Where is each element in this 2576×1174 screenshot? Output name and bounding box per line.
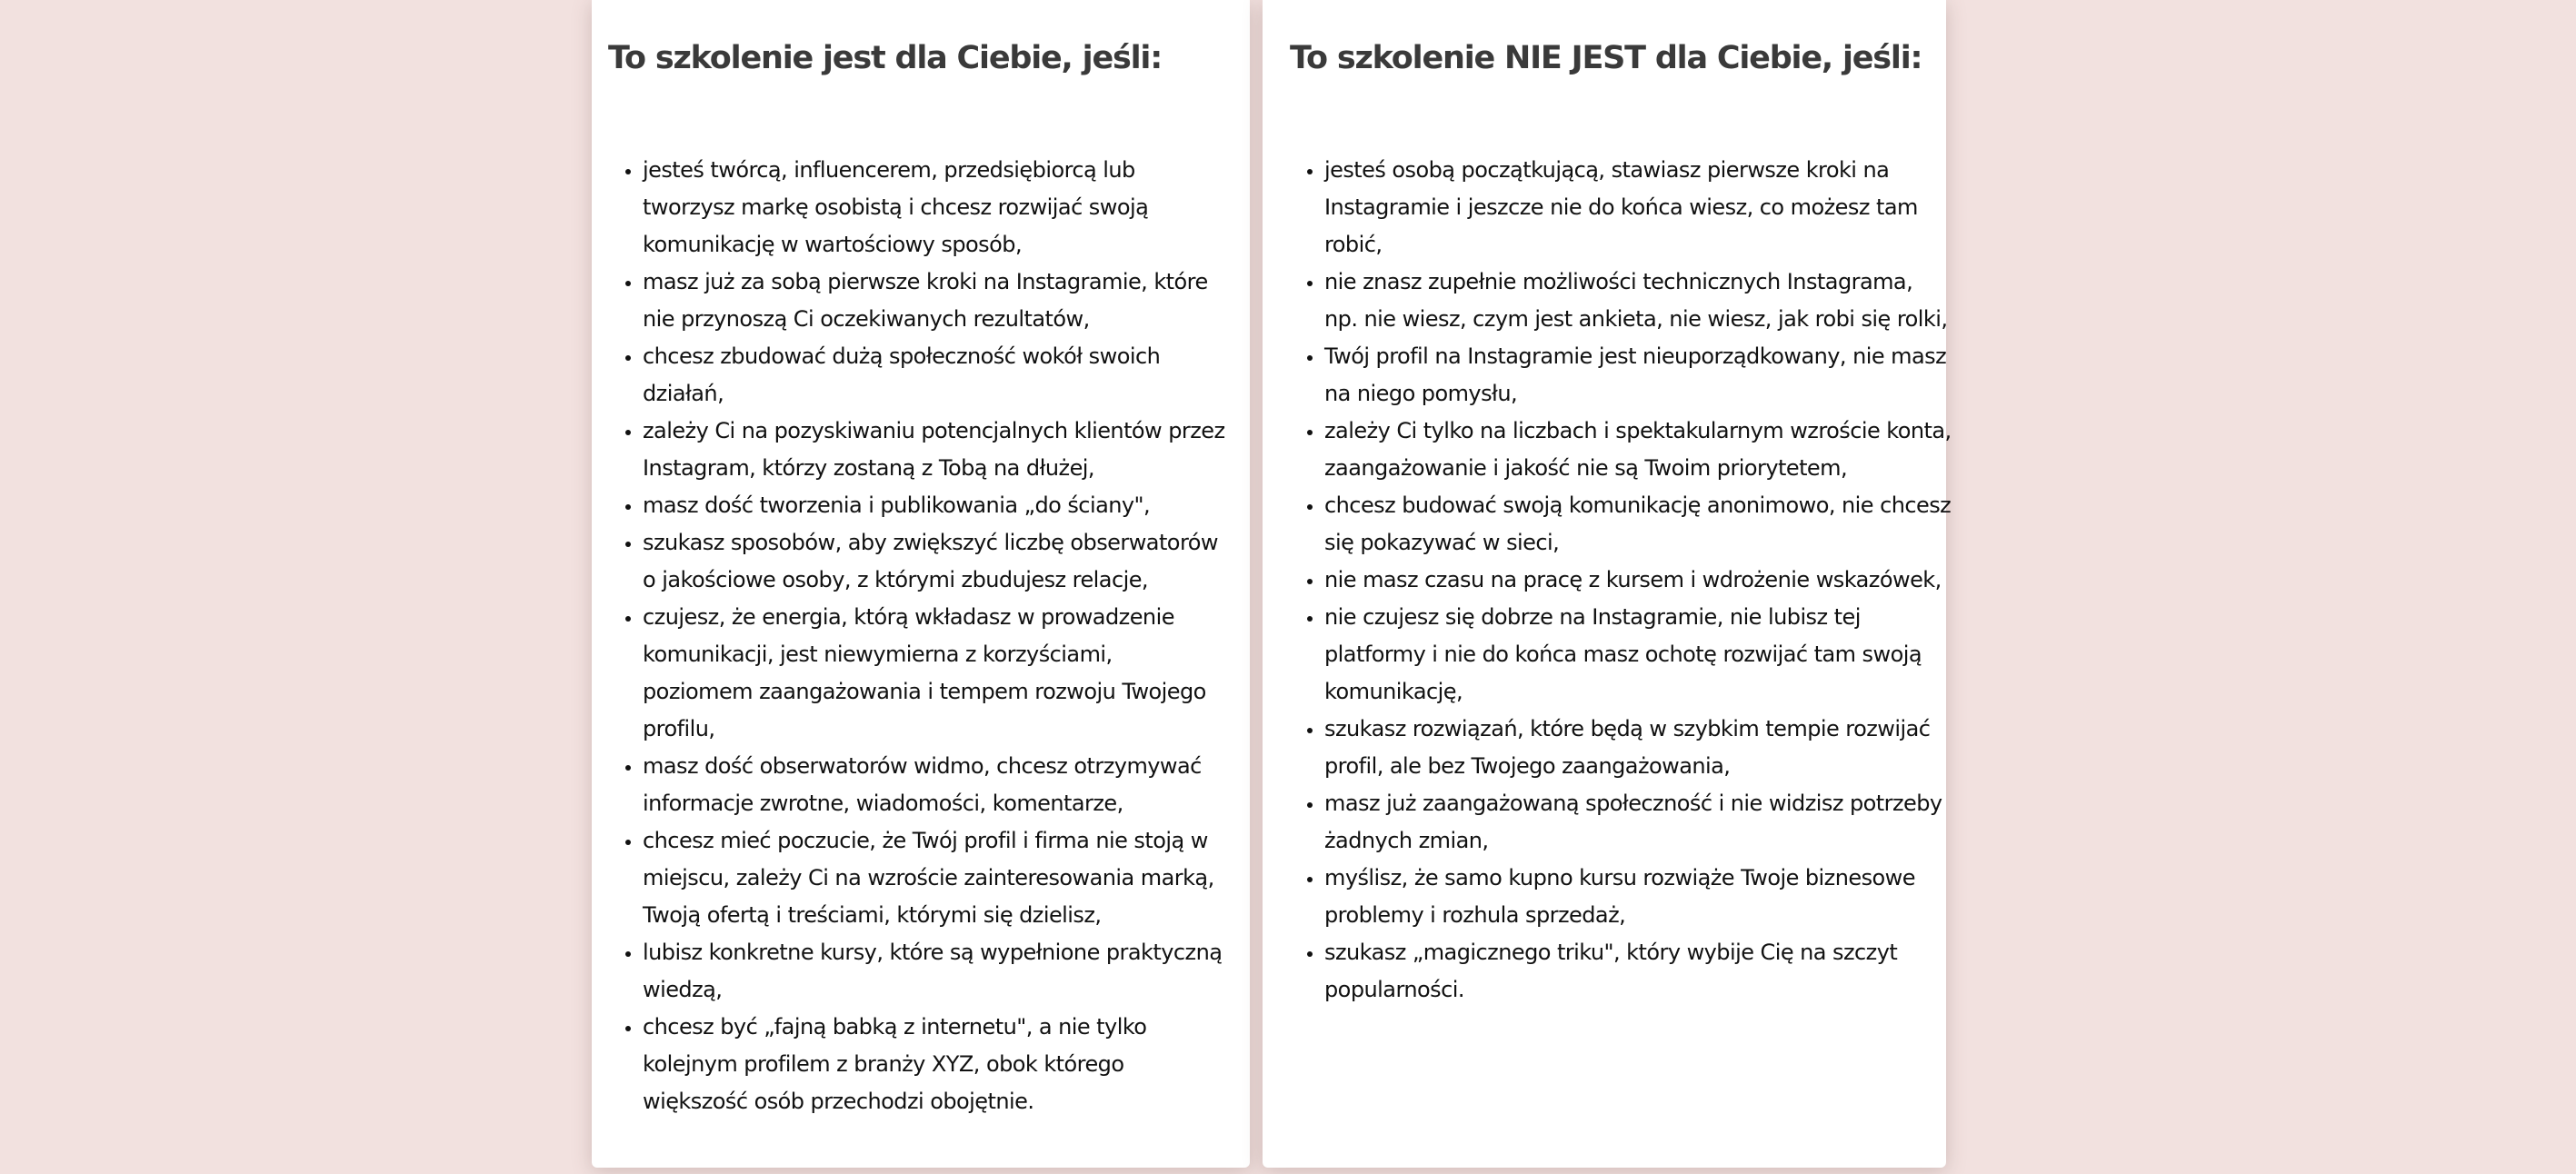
not-for-you-title: To szkolenie NIE JEST dla Ciebie, jeśli: [1290,40,1922,76]
list-item: • masz już zaangażowaną społeczność i nie widzisz potrzeby żadnych zmian, [1324,785,1952,860]
not-for-you-card [1263,0,1952,1168]
list-item: • szukasz sposobów, aby zwiększyć liczbę obserwatorów o jakościowe osoby, z którymi zbudujesz relacje, [643,524,1226,599]
list-item: • nie znasz zupełnie możliwości technicznych Instagrama, np. nie wiesz, czym jest ankieta, nie wiesz, jak robi się rolki, [1324,264,1952,338]
list-item: • lubisz konkretne kursy, które są wypełnione praktyczną wiedzą, [643,934,1226,1009]
list-item: • chcesz być „fajną babką z internetu", a nie tylko kolejnym profilem z branży XYZ, obok którego większość osób przechodzi obojętnie. [643,1009,1226,1120]
list-item: • szukasz rozwiązań, które będą w szybkim tempie rozwijać profil, ale bez Twojego zaangażowania, [1324,711,1952,785]
list-item: • masz dość obserwatorów widmo, chcesz otrzymywać informacje zwrotne, wiadomości, komentarze, [643,748,1226,822]
for-you-list [608,152,1226,1120]
list-item: • chcesz mieć poczucie, że Twój profil i firma nie stoją w miejscu, zależy Ci na wzroście zainteresowania marką, Twoją ofertą i treściami, którymi się dzielisz, [643,822,1226,934]
list-item: • chcesz zbudować dużą społeczność wokół swoich działań, [643,338,1226,413]
list-item: • czujesz, że energia, którą wkładasz w prowadzenie komunikacji, jest niewymierna z korzyściami, poziomem zaangażowania i tempem rozwoju Twojego profilu, [643,599,1226,748]
list-item: • masz już za sobą pierwsze kroki na Instagramie, które nie przynoszą Ci oczekiwanych rezultatów, [643,264,1226,338]
not-for-you-list [1290,152,1952,1009]
list-item: • nie masz czasu na pracę z kursem i wdrożenie wskazówek, [1324,562,1952,599]
list-item: • szukasz „magicznego triku", który wybije Cię na szczyt popularności. [1324,934,1952,1009]
list-item: • jesteś osobą początkującą, stawiasz pierwsze kroki na Instagramie i jeszcze nie do końca wiesz, co możesz tam robić, [1324,152,1952,264]
list-item: • zależy Ci tylko na liczbach i spektakularnym wzroście konta, zaangażowanie i jakość nie są Twoim priorytetem, [1324,413,1952,487]
list-item: • myślisz, że samo kupno kursu rozwiąże Twoje biznesowe problemy i rozhula sprzedaż, [1324,860,1952,934]
list-item: • jesteś twórcą, influencerem, przedsiębiorcą lub tworzysz markę osobistą i chcesz rozwijać swoją komunikację w wartościowy sposób, [643,152,1226,264]
list-item: • nie czujesz się dobrze na Instagramie, nie lubisz tej platformy i nie do końca masz ochotę rozwijać tam swoją komunikację, [1324,599,1952,711]
for-you-title: To szkolenie jest dla Ciebie, jeśli: [608,40,1162,76]
list-item: • chcesz budować swoją komunikację anonimowo, nie chcesz się pokazywać w sieci, [1324,487,1952,562]
list-item: • masz dość tworzenia i publikowania „do ściany", [643,487,1226,524]
list-item: • zależy Ci na pozyskiwaniu potencjalnych klientów przez Instagram, którzy zostaną z Tobą na dłużej, [643,413,1226,487]
for-you-card [592,0,1250,1168]
list-item: • Twój profil na Instagramie jest nieuporządkowany, nie masz na niego pomysłu, [1324,338,1952,413]
